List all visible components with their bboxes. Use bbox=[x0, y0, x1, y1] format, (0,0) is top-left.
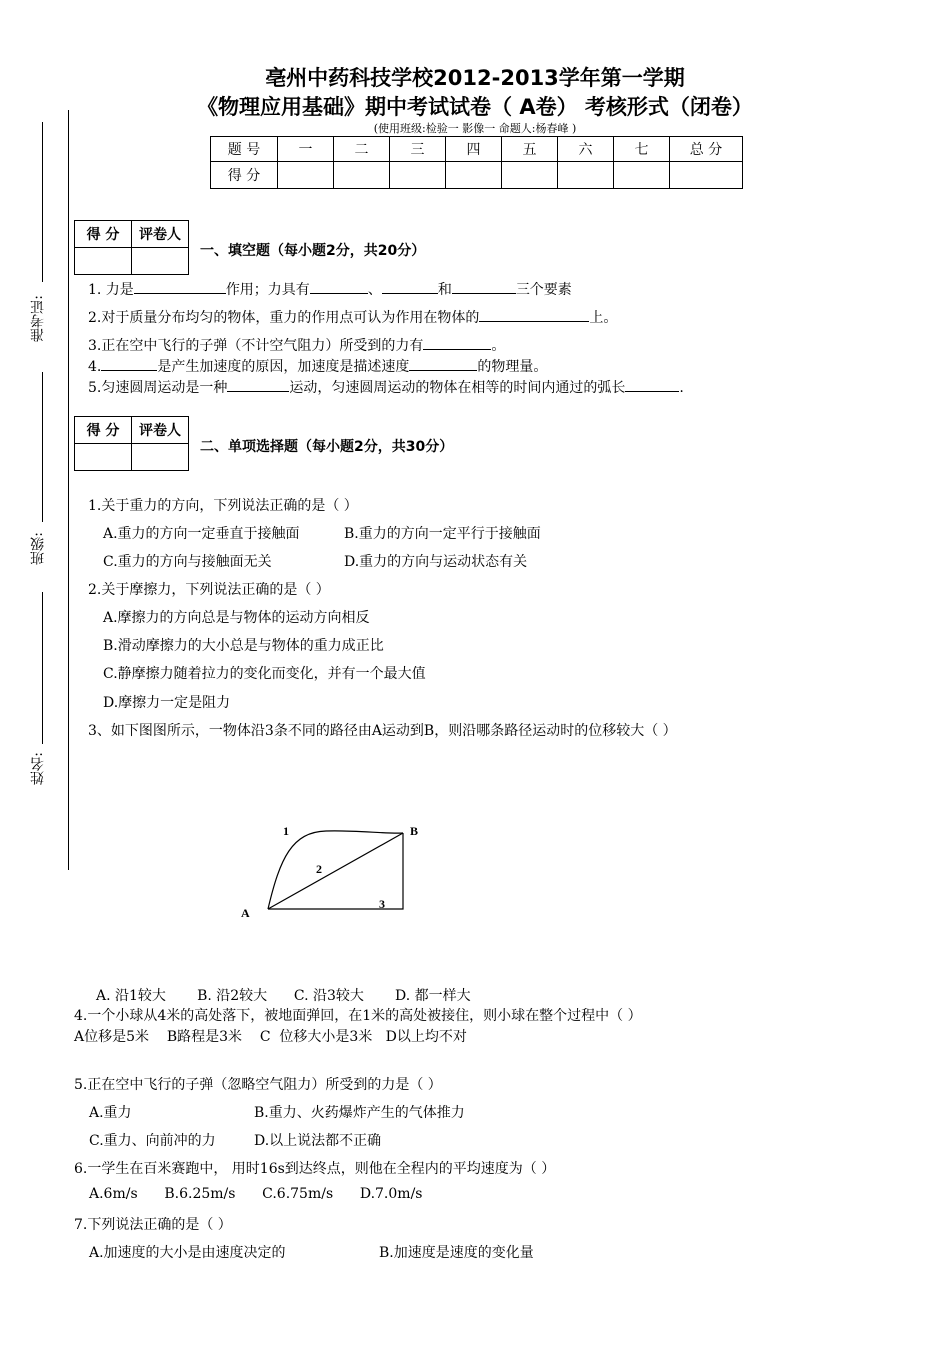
class-label: 班级: bbox=[30, 532, 46, 565]
table-cell: 二 bbox=[334, 137, 390, 162]
path-2-label: 2 bbox=[316, 862, 322, 876]
answer-blank bbox=[382, 279, 438, 294]
option-a: A.加速度的大小是由速度决定的 bbox=[89, 1245, 286, 1261]
table-cell: 六 bbox=[558, 137, 614, 162]
fill-question-2 bbox=[88, 307, 617, 327]
answer-blank bbox=[452, 279, 516, 294]
question-text: 的物理量。 bbox=[477, 359, 548, 375]
table-cell bbox=[446, 162, 502, 189]
point-b-label: B bbox=[410, 824, 419, 838]
choice-question-1: 1.关于重力的方向，下列说法正确的是（ ） bbox=[88, 498, 358, 514]
question-text: 2.对于质量分布均匀的物体，重力的作用点可认为作用在物体的 bbox=[88, 310, 480, 326]
question-text: 作用；力具有 bbox=[225, 282, 310, 298]
score-table-score-row bbox=[211, 162, 743, 189]
point-a-label: A bbox=[241, 906, 250, 920]
answer-blank bbox=[423, 335, 491, 350]
option-d: D.摩擦力一定是阻力 bbox=[103, 695, 231, 711]
choice-question-5: 5.正在空中飞行的子弹（忽略空气阻力）所受到的力是（ ） bbox=[74, 1077, 442, 1093]
answer-blank bbox=[227, 377, 289, 392]
question-text: 1. 力是 bbox=[88, 282, 134, 298]
fill-question-4 bbox=[88, 356, 547, 376]
table-cell: 五 bbox=[502, 137, 558, 162]
grader-score-label: 得 分 bbox=[75, 221, 132, 248]
table-cell: 一 bbox=[278, 137, 334, 162]
path-3-label: 3 bbox=[379, 897, 385, 911]
grader-reviewer-label: 评卷人 bbox=[132, 221, 189, 248]
fill-question-3 bbox=[88, 335, 505, 355]
answer-blank bbox=[310, 279, 368, 294]
table-cell bbox=[278, 162, 334, 189]
section-2-title: 二、单项选择题（每小题2分，共30分） bbox=[200, 439, 454, 455]
question-text: 是产生加速度的原因，加速度是描述速度 bbox=[157, 359, 410, 375]
option-a: A.摩擦力的方向总是与物体的运动方向相反 bbox=[103, 610, 370, 626]
table-cell bbox=[614, 162, 670, 189]
question-text: 、 bbox=[367, 282, 382, 298]
choice-question-2: 2.关于摩擦力，下列说法正确的是（ ） bbox=[88, 582, 330, 598]
binding-line bbox=[68, 110, 69, 870]
question-text: 4. bbox=[88, 359, 102, 375]
choice-question-3: 3、如下图图所示，一物体沿3条不同的路径由A运动到B，则沿哪条路径运动时的位移较大（ ） bbox=[88, 723, 677, 739]
choice-question-7: 7.下列说法正确的是（ ） bbox=[74, 1217, 232, 1233]
exam-subtitle: (使用班级:检验一 影像一 命题人:杨春峰 ) bbox=[373, 122, 577, 135]
table-cell bbox=[670, 162, 743, 189]
question-text: 。 bbox=[491, 338, 506, 354]
option-c: C.重力的方向与接触面无关 bbox=[103, 554, 272, 570]
question-3-options: A. 沿1较大 B. 沿2较大 C. 沿3较大 D. 都一样大 bbox=[96, 988, 471, 1004]
class-field-line bbox=[42, 372, 43, 522]
option-b: B.加速度是速度的变化量 bbox=[379, 1245, 534, 1261]
table-cell bbox=[334, 162, 390, 189]
path-1-label: 1 bbox=[283, 824, 289, 838]
question-text: 和 bbox=[437, 282, 452, 298]
grader-score-cell bbox=[75, 248, 132, 275]
id-field-line bbox=[42, 122, 43, 282]
grader-reviewer-label: 评卷人 bbox=[132, 417, 189, 444]
section-1-title: 一、填空题（每小题2分，共20分） bbox=[200, 243, 426, 259]
option-a: A.重力 bbox=[89, 1105, 132, 1121]
question-4-options: A位移是5米 B路程是3米 C 位移大小是3米 D以上均不对 bbox=[74, 1029, 467, 1045]
fill-question-5 bbox=[88, 377, 684, 397]
question-text: 运动，匀速圆周运动的物体在相等的时间内通过的弧长 bbox=[289, 380, 626, 396]
name-field-line bbox=[42, 592, 43, 744]
table-cell bbox=[558, 162, 614, 189]
answer-blank bbox=[409, 356, 477, 371]
grader-score-cell bbox=[75, 444, 132, 471]
grader-reviewer-cell bbox=[132, 248, 189, 275]
option-b: B.重力的方向一定平行于接触面 bbox=[344, 526, 541, 542]
question-text: . bbox=[679, 380, 684, 396]
option-d: D.重力的方向与运动状态有关 bbox=[344, 554, 528, 570]
option-b: B.滑动摩擦力的大小总是与物体的重力成正比 bbox=[103, 638, 384, 654]
score-table-header-row bbox=[211, 137, 743, 162]
exam-paper-title: 《物理应用基础》期中考试试卷（ A卷） 考核形式（闭卷） bbox=[197, 95, 753, 119]
grader-reviewer-cell bbox=[132, 444, 189, 471]
exam-id-label: 准考证: bbox=[30, 295, 46, 342]
answer-blank bbox=[625, 377, 679, 392]
option-a: A.重力的方向一定垂直于接触面 bbox=[103, 526, 300, 542]
table-cell bbox=[390, 162, 446, 189]
table-cell: 七 bbox=[614, 137, 670, 162]
answer-blank bbox=[479, 307, 589, 322]
table-cell: 三 bbox=[390, 137, 446, 162]
question-text: 3.正在空中飞行的子弹（不计空气阻力）所受到的力有 bbox=[88, 338, 424, 354]
table-cell: 四 bbox=[446, 137, 502, 162]
grader-box-2 bbox=[74, 416, 189, 471]
name-label: 姓名: bbox=[30, 752, 46, 785]
table-cell: 题 号 bbox=[211, 137, 278, 162]
grader-box-1 bbox=[74, 220, 189, 275]
option-c: C.静摩擦力随着拉力的变化而变化，并有一个最大值 bbox=[103, 666, 426, 682]
table-cell: 得 分 bbox=[211, 162, 278, 189]
question-text: 三个要素 bbox=[515, 282, 572, 298]
question-text: 上。 bbox=[589, 310, 618, 326]
grader-score-label: 得 分 bbox=[75, 417, 132, 444]
question-text: 5.匀速圆周运动是一种 bbox=[88, 380, 228, 396]
question-6-options: A.6m/s B.6.25m/s C.6.75m/s D.7.0m/s bbox=[89, 1186, 423, 1202]
option-b: B.重力、火药爆炸产生的气体推力 bbox=[254, 1105, 465, 1121]
choice-question-6: 6.一学生在百米赛跑中， 用时16s到达终点，则他在全程内的平均速度为（ ） bbox=[74, 1161, 556, 1177]
table-cell: 总 分 bbox=[670, 137, 743, 162]
path-diagram bbox=[236, 818, 426, 922]
choice-question-4: 4.一个小球从4米的高处落下，被地面弹回，在1米的高处被接住，则小球在整个过程中（ ） bbox=[74, 1008, 642, 1024]
score-table bbox=[210, 136, 743, 189]
answer-blank bbox=[101, 356, 157, 371]
answer-blank bbox=[134, 279, 226, 294]
option-d: D.以上说法都不正确 bbox=[254, 1133, 382, 1149]
exam-school-title: 亳州中药科技学校2012-2013学年第一学期 bbox=[265, 66, 685, 90]
table-cell bbox=[502, 162, 558, 189]
fill-question-1 bbox=[88, 279, 572, 299]
option-c: C.重力、向前冲的力 bbox=[89, 1133, 216, 1149]
